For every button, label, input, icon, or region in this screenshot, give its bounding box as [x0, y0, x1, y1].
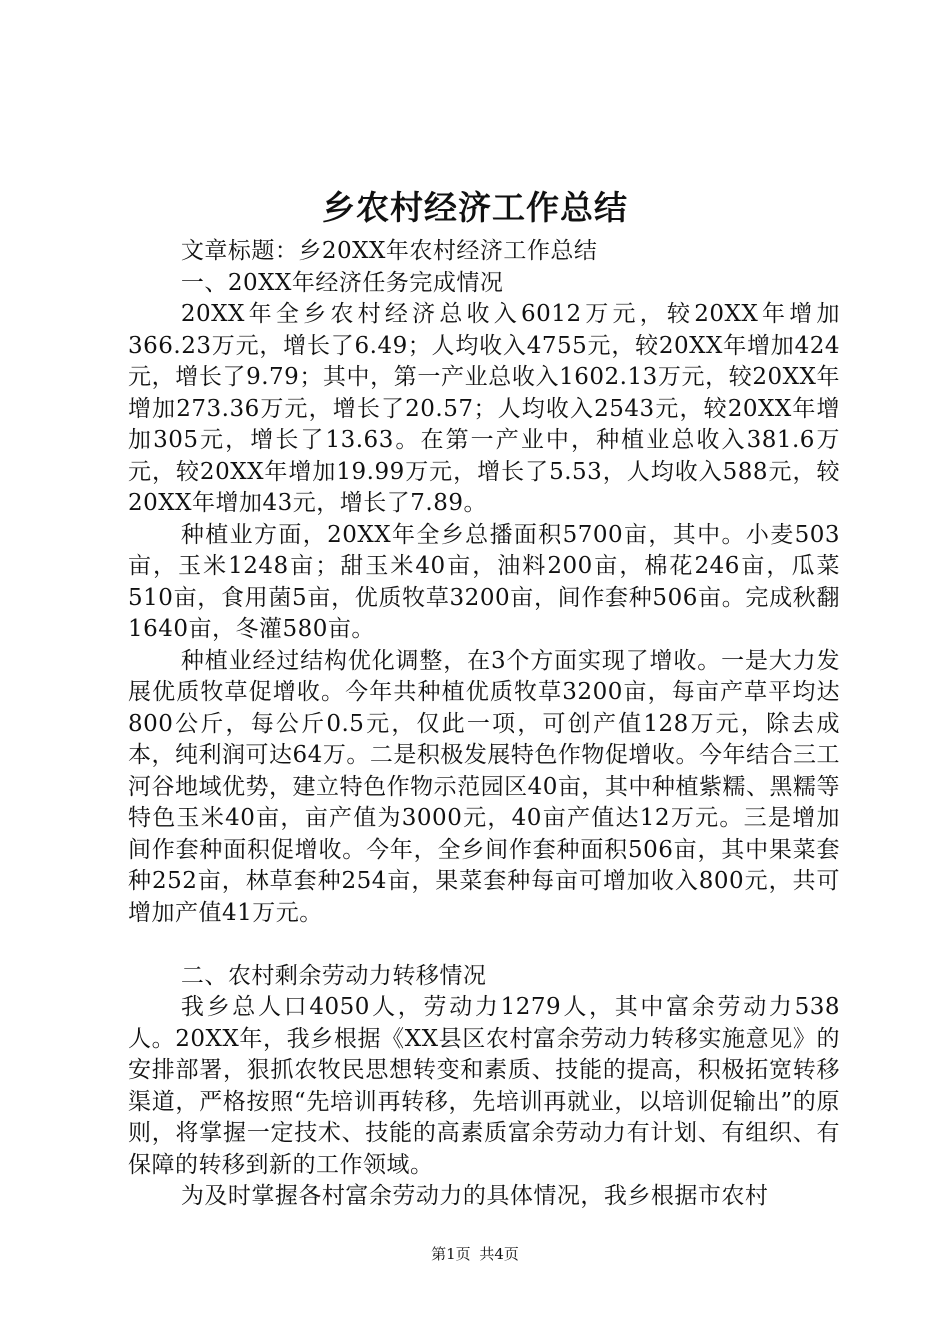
document-title: 乡农村经济工作总结	[322, 188, 628, 227]
section-heading-1: 一、20XX年经济任务完成情况	[180, 269, 504, 296]
document-body	[128, 236, 840, 1213]
page-total: 共4页	[479, 1245, 519, 1263]
paragraph-labor-transfer: 我乡总人口4050人，劳动力1279人，其中富余劳动力538人。20XX年，我乡根据《XX县区农村富余劳动力转移实施意见》的安排部署，狠抓农牧民思想转变和素质、技能的提高，积极拓宽转移渠道，严格按照“先培训再转移，先培训再就业，以培训促输出”的原则，将掌握一定技术、技能的高素质富余劳动力有计划、有组织、有保障的转移到新的工作领域。	[128, 994, 840, 1178]
article-title-line: 文章标题：乡20XX年农村经济工作总结	[180, 238, 598, 264]
paragraph-economic-income: 20XX年全乡农村经济总收入6012万元，较20XX年增加366.23万元，增长了6.49；人均收入4755元，较20XX年增加424元，增长了9.79；其中，第一产业总收入1602.13万元，较20XX年增加273.36万元，增长了20.57；人均收入2543元，较20XX年增加305元，增长了13.63。在第一产业中，种植业总收入381.6万元，较20XX年增加19.99万元，增长了5.53，人均收入588元，较20XX年增加43元，增长了7.89。	[128, 301, 840, 516]
paragraph-spacer	[128, 929, 840, 961]
page-number: 第1页	[431, 1245, 471, 1263]
section-heading-2: 二、农村剩余劳动力转移情况	[180, 962, 487, 989]
page-footer	[0, 1244, 950, 1264]
paragraph-planting-area: 种植业方面，20XX年全乡总播面积5700亩，其中。小麦503亩，玉米1248亩；甜玉米40亩，油料200亩，棉花246亩，瓜菜510亩，食用菌5亩，优质牧草3200亩，间作套种506亩。完成秋翻1640亩，冬灌580亩。	[128, 521, 840, 642]
paragraph-labor-survey: 为及时掌握各村富余劳动力的具体情况，我乡根据市农村	[180, 1183, 769, 1209]
paragraph-planting-income: 种植业经过结构优化调整，在3个方面实现了增收。一是大力发展优质牧草促增收。今年共种植优质牧草3200亩，每亩产草平均达800公斤，每公斤0.5元，仅此一项，可创产值128万元，除去成本，纯利润可达64万。二是积极发展特色作物促增收。今年结合三工河谷地域优势，建立特色作物示范园区40亩，其中种植紫糯、黑糯等特色玉米40亩，亩产值为3000元，40亩产值达12万元。三是增加间作套种面积促增收。今年，全乡间作套种面积506亩，其中果菜套种252亩，林草套种254亩，果菜套种每亩可增加收入800元，共可增加产值41万元。	[128, 647, 840, 926]
